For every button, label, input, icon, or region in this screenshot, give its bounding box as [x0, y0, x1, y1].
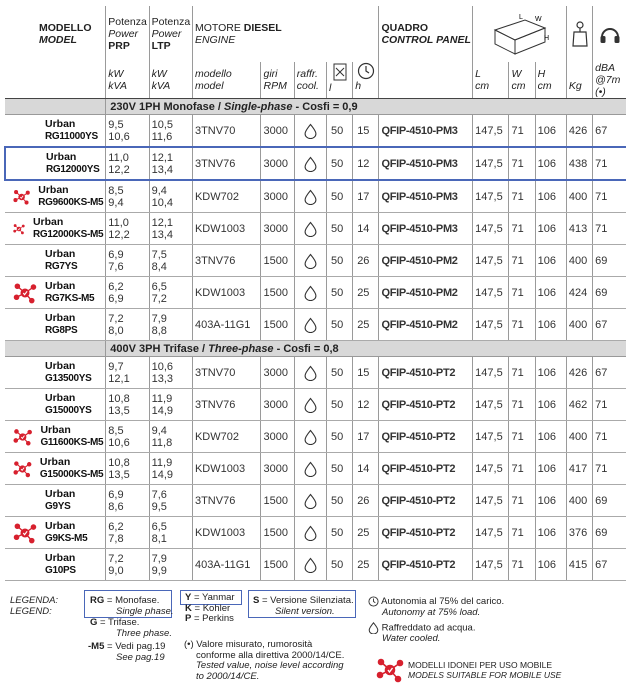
- weight: 462: [566, 389, 592, 421]
- cooling-cell: [294, 277, 326, 309]
- prp-power: 11,0 12,2: [106, 147, 149, 180]
- prp-col-header: Potenza Power PRP: [106, 6, 149, 62]
- autonomy-hours: 14: [353, 453, 379, 485]
- model-name: Urban G15000YS: [5, 389, 106, 421]
- prp-power: 8,5 10,6: [106, 421, 149, 453]
- control-panel: QFIP-4510-PT2: [379, 549, 473, 581]
- mobile-use-icon: [13, 458, 32, 480]
- engine-rpm: 3000: [261, 389, 294, 421]
- width: 71: [509, 357, 535, 389]
- section-header: 400V 3PH Trifase / Three-phase - Cosfi = 0,8: [5, 341, 626, 357]
- model-name: Urban RG12000YS: [5, 147, 106, 180]
- engine-rpm: 3000: [261, 357, 294, 389]
- autonomy-hours: 15: [353, 357, 379, 389]
- water-drop-icon: [304, 429, 317, 445]
- cooling-cell: [294, 115, 326, 148]
- tank-liters: 50: [326, 147, 352, 180]
- cooling-cell: [294, 389, 326, 421]
- ltp-power: 6,5 8,1: [149, 517, 192, 549]
- engine-model: KDW1003: [192, 453, 261, 485]
- unit-noise: dBA @7m (•): [593, 62, 626, 99]
- water-drop-icon: [304, 317, 317, 333]
- height: 106: [535, 453, 566, 485]
- noise-level: 71: [593, 389, 626, 421]
- water-drop-icon: [304, 493, 317, 509]
- length: 147,5: [473, 147, 509, 180]
- svg-text:H: H: [543, 35, 549, 42]
- engine-rpm: 3000: [261, 180, 294, 213]
- engine-rpm: 1500: [261, 517, 294, 549]
- ltp-power: 7,6 9,5: [149, 485, 192, 517]
- engine-model: KDW702: [192, 421, 261, 453]
- prp-power: 7,2 8,0: [106, 309, 149, 341]
- cooling-cell: [294, 517, 326, 549]
- mobile-use-icon: [13, 522, 37, 544]
- length: 147,5: [473, 517, 509, 549]
- prp-power: 10,8 13,5: [106, 453, 149, 485]
- unit-rpm: giri RPM: [261, 62, 294, 99]
- width: 71: [509, 453, 535, 485]
- ltp-col-header: Potenza Power LTP: [149, 6, 192, 62]
- length: 147,5: [473, 309, 509, 341]
- cooling-cell: [294, 357, 326, 389]
- engine-model: KDW1003: [192, 213, 261, 245]
- ltp-power: 10,5 11,6: [149, 115, 192, 148]
- width: 71: [509, 517, 535, 549]
- engine-rpm: 1500: [261, 485, 294, 517]
- noise-level: 67: [593, 115, 626, 148]
- mobile-use-icon: [13, 218, 25, 240]
- cooling-cell: [294, 453, 326, 485]
- weight: 413: [566, 213, 592, 245]
- water-drop-icon: [304, 525, 317, 541]
- unit-cooling: raffr. cool.: [294, 62, 326, 99]
- noise-level: 71: [593, 421, 626, 453]
- control-panel: QFIP-4510-PT2: [379, 453, 473, 485]
- dimensions-icon: [473, 6, 567, 62]
- control-panel: QFIP-4510-PT2: [379, 517, 473, 549]
- prp-power: 6,2 6,9: [106, 277, 149, 309]
- width: 71: [509, 245, 535, 277]
- autonomy-hours: 25: [353, 517, 379, 549]
- control-panel: QFIP-4510-PT2: [379, 357, 473, 389]
- section-header: 230V 1PH Monofase / Single-phase - Cosfi = 0,9: [5, 99, 626, 115]
- control-panel: QFIP-4510-PM2: [379, 309, 473, 341]
- length: 147,5: [473, 115, 509, 148]
- width: 71: [509, 389, 535, 421]
- cooling-cell: [294, 309, 326, 341]
- tank-liters: 50: [326, 453, 352, 485]
- ltp-power: 9,4 10,4: [149, 180, 192, 213]
- weight: 426: [566, 357, 592, 389]
- table-row[interactable]: [5, 549, 626, 581]
- unit-weight: Kg: [566, 62, 592, 99]
- engine-model: 403A-11G1: [192, 309, 261, 341]
- weight-icon: [566, 6, 592, 62]
- width: 71: [509, 213, 535, 245]
- height: 106: [535, 309, 566, 341]
- engine-model: 3TNV70: [192, 115, 261, 148]
- height: 106: [535, 213, 566, 245]
- engine-rpm: 3000: [261, 421, 294, 453]
- noise-level: 69: [593, 485, 626, 517]
- ltp-power: 7,9 8,8: [149, 309, 192, 341]
- weight: 424: [566, 277, 592, 309]
- engine-rpm: 3000: [261, 147, 294, 180]
- length: 147,5: [473, 277, 509, 309]
- legend-rg: RG = Monofase. Single phase.: [90, 595, 174, 617]
- ltp-power: 11,9 14,9: [149, 389, 192, 421]
- table-row[interactable]: [5, 389, 626, 421]
- engine-model: KDW1003: [192, 277, 261, 309]
- model-name: Urban RG7KS-M5: [5, 277, 106, 309]
- prp-power: 6,2 7,8: [106, 517, 149, 549]
- length: 147,5: [473, 245, 509, 277]
- tank-liters: 50: [326, 213, 352, 245]
- engine-model: 3TNV76: [192, 147, 261, 180]
- width: 71: [509, 549, 535, 581]
- noise-headphones-icon: [593, 6, 626, 62]
- tank-liters: 50: [326, 357, 352, 389]
- control-panel: QFIP-4510-PT2: [379, 485, 473, 517]
- cooling-cell: [294, 213, 326, 245]
- legend-title: LEGENDA: LEGEND:: [10, 595, 59, 617]
- autonomy-hours: 12: [353, 147, 379, 180]
- table-row[interactable]: [5, 180, 626, 213]
- model-name: Urban G15000KS-M5: [5, 453, 106, 485]
- table-row[interactable]: [5, 213, 626, 245]
- table-row[interactable]: [5, 453, 626, 485]
- noise-level: 67: [593, 549, 626, 581]
- prp-power: 7,2 9,0: [106, 549, 149, 581]
- model-name: Urban RG11000YS: [5, 115, 106, 148]
- table-row[interactable]: [5, 421, 626, 453]
- tank-liters: 50: [326, 421, 352, 453]
- model-col-header: MODELLO MODEL: [5, 6, 106, 62]
- cooling-cell: [294, 549, 326, 581]
- weight: 400: [566, 245, 592, 277]
- table-row[interactable]: [5, 309, 626, 341]
- clock-icon: [368, 596, 379, 607]
- engine-rpm: 1500: [261, 277, 294, 309]
- table-row[interactable]: [5, 245, 626, 277]
- table-row[interactable]: [5, 277, 626, 309]
- control-panel: QFIP-4510-PT2: [379, 421, 473, 453]
- height: 106: [535, 389, 566, 421]
- unit-width: W cm: [509, 62, 535, 99]
- spec-table: [4, 6, 626, 581]
- length: 147,5: [473, 213, 509, 245]
- mobile-use-icon: [376, 657, 404, 683]
- legend-m5: -M5 = Vedi pag.19 See pag.19: [88, 641, 166, 663]
- unit-length: L cm: [473, 62, 509, 99]
- unit-prp: kW kVA: [106, 62, 149, 99]
- ltp-power: 9,4 11,8: [149, 421, 192, 453]
- table-row[interactable]: [5, 115, 626, 148]
- height: 106: [535, 485, 566, 517]
- legend-s: S = Versione Silenziata. Silent version.: [253, 595, 354, 617]
- control-panel: QFIP-4510-PM3: [379, 147, 473, 180]
- water-drop-icon: [304, 189, 317, 205]
- ltp-power: 7,9 9,9: [149, 549, 192, 581]
- engine-model: KDW702: [192, 180, 261, 213]
- ltp-power: 11,9 14,9: [149, 453, 192, 485]
- model-name: Urban G11600KS-M5: [5, 421, 106, 453]
- length: 147,5: [473, 357, 509, 389]
- table-row[interactable]: [5, 485, 626, 517]
- height: 106: [535, 277, 566, 309]
- autonomy-hours: 26: [353, 245, 379, 277]
- weight: 400: [566, 421, 592, 453]
- model-name: Urban G10PS: [5, 549, 106, 581]
- tank-liters: 50: [326, 180, 352, 213]
- tank-liters: 50: [326, 485, 352, 517]
- ltp-power: 6,5 7,2: [149, 277, 192, 309]
- prp-power: 6,9 7,6: [106, 245, 149, 277]
- legend-autonomy: Autonomia al 75% del carico. Autonomy at 75% load.: [368, 596, 504, 618]
- engine-rpm: 1500: [261, 245, 294, 277]
- prp-power: 9,5 10,6: [106, 115, 149, 148]
- engine-model: 3TNV76: [192, 485, 261, 517]
- height: 106: [535, 357, 566, 389]
- weight: 400: [566, 485, 592, 517]
- control-panel: QFIP-4510-PT2: [379, 389, 473, 421]
- length: 147,5: [473, 421, 509, 453]
- model-name: Urban RG9600KS-M5: [5, 180, 106, 213]
- height: 106: [535, 115, 566, 148]
- water-drop-icon: [304, 156, 317, 172]
- weight: 400: [566, 309, 592, 341]
- tank-liters: 50: [326, 517, 352, 549]
- height: 106: [535, 517, 566, 549]
- control-panel: QFIP-4510-PM3: [379, 213, 473, 245]
- length: 147,5: [473, 453, 509, 485]
- cooling-cell: [294, 421, 326, 453]
- length: 147,5: [473, 389, 509, 421]
- height: 106: [535, 147, 566, 180]
- width: 71: [509, 180, 535, 213]
- water-drop-icon: [304, 221, 317, 237]
- width: 71: [509, 309, 535, 341]
- engine-model: 3TNV70: [192, 357, 261, 389]
- prp-power: 10,8 13,5: [106, 389, 149, 421]
- model-name: Urban RG8PS: [5, 309, 106, 341]
- engine-rpm: 3000: [261, 115, 294, 148]
- height: 106: [535, 421, 566, 453]
- engine-rpm: 3000: [261, 213, 294, 245]
- control-panel: QFIP-4510-PM2: [379, 245, 473, 277]
- prp-power: 11,0 12,2: [106, 213, 149, 245]
- cooling-cell: [294, 485, 326, 517]
- noise-level: 67: [593, 357, 626, 389]
- noise-level: 71: [593, 213, 626, 245]
- ltp-power: 12,1 13,4: [149, 213, 192, 245]
- model-name: Urban G13500YS: [5, 357, 106, 389]
- autonomy-hours: 17: [353, 180, 379, 213]
- weight: 417: [566, 453, 592, 485]
- engine-rpm: 3000: [261, 453, 294, 485]
- ltp-power: 12,1 13,4: [149, 147, 192, 180]
- engine-col-header: MOTORE DIESEL ENGINE: [192, 6, 378, 62]
- table-row[interactable]: [5, 147, 626, 180]
- unit-engine-model: modello model: [192, 62, 261, 99]
- table-row[interactable]: [5, 357, 626, 389]
- clock-icon: h: [353, 62, 379, 99]
- control-panel: QFIP-4510-PM2: [379, 277, 473, 309]
- height: 106: [535, 180, 566, 213]
- svg-text:W: W: [534, 16, 542, 23]
- legend-noise-note: (•) Valore misurato, rumorosità conforme alla direttiva 2000/14/CE. Tested value, noise level according to 2000/14/CE.: [184, 639, 345, 682]
- weight: 426: [566, 115, 592, 148]
- tank-liters: 50: [326, 277, 352, 309]
- cooling-cell: [294, 147, 326, 180]
- ltp-power: 7,5 8,4: [149, 245, 192, 277]
- water-drop-icon: [304, 253, 317, 269]
- height: 106: [535, 245, 566, 277]
- noise-level: 69: [593, 517, 626, 549]
- control-panel: QFIP-4510-PM3: [379, 180, 473, 213]
- engine-rpm: 1500: [261, 549, 294, 581]
- water-drop-icon: [304, 285, 317, 301]
- water-drop-icon: [304, 557, 317, 573]
- ltp-power: 10,6 13,3: [149, 357, 192, 389]
- cooling-cell: [294, 245, 326, 277]
- legend-mobile: MODELLI IDONEI PER USO MOBILE MODELS SUITABLE FOR MOBILE USE: [376, 657, 561, 683]
- tank-liters: 50: [326, 389, 352, 421]
- weight: 400: [566, 180, 592, 213]
- svg-text:L: L: [518, 14, 523, 21]
- weight: 376: [566, 517, 592, 549]
- weight: 415: [566, 549, 592, 581]
- tank-liters: 50: [326, 245, 352, 277]
- autonomy-hours: 17: [353, 421, 379, 453]
- model-name: Urban RG12000KS-M5: [5, 213, 106, 245]
- noise-level: 69: [593, 277, 626, 309]
- tank-liters: 50: [326, 549, 352, 581]
- panel-col-header: QUADRO CONTROL PANEL: [379, 6, 473, 62]
- width: 71: [509, 421, 535, 453]
- autonomy-hours: 15: [353, 115, 379, 148]
- model-name: Urban G9KS-M5: [5, 517, 106, 549]
- length: 147,5: [473, 549, 509, 581]
- width: 71: [509, 277, 535, 309]
- weight: 438: [566, 147, 592, 180]
- engine-model: 3TNV76: [192, 245, 261, 277]
- legend-engines: Y = Yanmar K = Kohler P = Perkins: [185, 592, 235, 624]
- width: 71: [509, 115, 535, 148]
- tank-icon: l: [326, 62, 352, 99]
- cooling-cell: [294, 180, 326, 213]
- water-drop-icon: [304, 365, 317, 381]
- prp-power: 8,5 9,4: [106, 180, 149, 213]
- noise-level: 71: [593, 180, 626, 213]
- control-panel: QFIP-4510-PM3: [379, 115, 473, 148]
- tank-liters: 50: [326, 115, 352, 148]
- noise-level: 71: [593, 147, 626, 180]
- engine-model: 403A-11G1: [192, 549, 261, 581]
- prp-power: 9,7 12,1: [106, 357, 149, 389]
- tank-liters: 50: [326, 309, 352, 341]
- model-name: Urban G9YS: [5, 485, 106, 517]
- autonomy-hours: 26: [353, 485, 379, 517]
- engine-rpm: 1500: [261, 309, 294, 341]
- unit-ltp: kW kVA: [149, 62, 192, 99]
- unit-height: H cm: [535, 62, 566, 99]
- legend-g: G = Trifase. Three phase.: [90, 617, 172, 639]
- engine-model: 3TNV76: [192, 389, 261, 421]
- autonomy-hours: 25: [353, 277, 379, 309]
- water-drop-icon: [304, 397, 317, 413]
- mobile-use-icon: [13, 282, 37, 304]
- noise-level: 71: [593, 453, 626, 485]
- water-drop-icon: [304, 461, 317, 477]
- autonomy-hours: 25: [353, 549, 379, 581]
- width: 71: [509, 147, 535, 180]
- autonomy-hours: 25: [353, 309, 379, 341]
- mobile-use-icon: [13, 186, 30, 208]
- model-name: Urban RG7YS: [5, 245, 106, 277]
- water-drop-icon: [304, 123, 317, 139]
- noise-level: 69: [593, 245, 626, 277]
- engine-model: KDW1003: [192, 517, 261, 549]
- autonomy-hours: 14: [353, 213, 379, 245]
- mobile-use-icon: [13, 426, 32, 448]
- length: 147,5: [473, 180, 509, 213]
- prp-power: 6,9 8,6: [106, 485, 149, 517]
- table-row[interactable]: [5, 517, 626, 549]
- noise-level: 67: [593, 309, 626, 341]
- height: 106: [535, 549, 566, 581]
- legend-water: Raffreddato ad acqua. Water cooled.: [368, 622, 475, 645]
- width: 71: [509, 485, 535, 517]
- autonomy-hours: 12: [353, 389, 379, 421]
- length: 147,5: [473, 485, 509, 517]
